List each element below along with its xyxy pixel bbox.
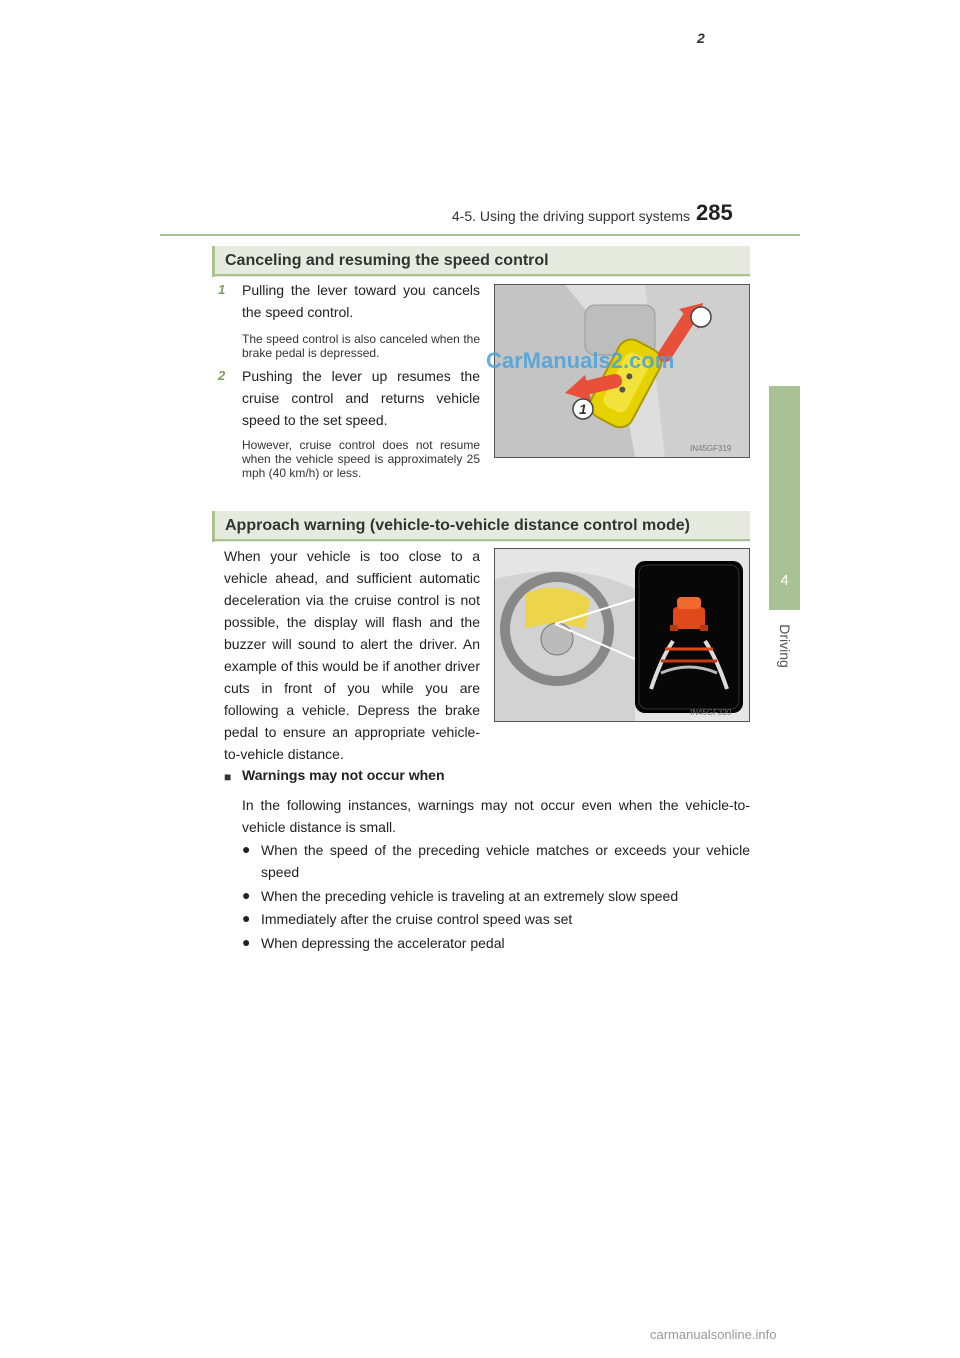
step-1-note: The speed control is also canceled when the brake pedal is depressed.	[242, 332, 480, 360]
step-1-text: Pulling the lever toward you cancels the speed control.	[242, 282, 480, 320]
figure-code-320: IN45GF320	[690, 708, 732, 717]
bullet-icon: ●	[242, 934, 251, 950]
warnings-intro: In the following instances, warnings may not occur even when the vehicle-to-vehicle distance is small.	[242, 797, 750, 835]
section-divider	[212, 274, 750, 276]
callout-2: 2	[697, 30, 705, 46]
page-number: 285	[696, 200, 733, 225]
bullet-icon: ●	[242, 841, 251, 857]
section-title-approach: Approach warning (vehicle-to-vehicle distance control mode)	[225, 517, 690, 534]
bullet-icon: ●	[242, 910, 251, 926]
warning-item: When the preceding vehicle is traveling at an extremely slow speed	[261, 888, 679, 904]
bullet-icon: ●	[242, 887, 251, 903]
warning-item: When the speed of the preceding vehicle matches or exceeds your vehicle speed	[261, 842, 750, 880]
step-2-note: However, cruise control does not resume when the vehicle speed is approximately 25 mph (40 km/h) or less.	[242, 438, 480, 480]
section-heading-canceling	[212, 246, 750, 277]
chapter-label: Driving	[776, 624, 793, 668]
step-2-text: Pushing the lever up resumes the cruise control and returns vehicle speed to the set speed.	[242, 368, 480, 428]
warning-item: When depressing the accelerator pedal	[261, 935, 505, 951]
section-title-canceling: Canceling and resuming the speed control	[225, 252, 549, 269]
dashboard-illustration	[495, 549, 749, 721]
header-divider	[160, 234, 800, 236]
square-bullet-icon: ■	[224, 770, 232, 784]
step-1-icon: 1	[218, 282, 226, 297]
figure-code-319: IN45GF319	[690, 444, 732, 453]
watermark: CarManuals2.com	[486, 348, 675, 373]
approach-warning-figure	[494, 548, 750, 722]
warnings-heading: Warnings may not occur when	[242, 767, 445, 783]
footer-watermark: carmanualsonline.info	[650, 1327, 777, 1342]
warning-item: Immediately after the cruise control speed was set	[261, 911, 573, 927]
chapter-label-container	[769, 616, 800, 696]
chapter-number: 4	[780, 572, 789, 589]
approach-warning-text: When your vehicle is too close to a vehicle ahead, and sufficient automatic deceleration via the cruise control is not possible, the display will flash and the buzzer will sound to alert the driver. An example of this would be if another driver cuts in front of you while you are following a vehicle. Depress the brake pedal to ensure an appropriate vehicle-to-vehicle distance.	[224, 548, 480, 762]
chapter-tab	[769, 386, 800, 610]
step-2-icon: 2	[218, 368, 226, 383]
section-divider-2	[212, 539, 750, 541]
section-header: 4-5. Using the driving support systems	[451, 208, 690, 224]
callout-1: 1	[579, 401, 587, 417]
section-heading-approach	[212, 511, 750, 542]
